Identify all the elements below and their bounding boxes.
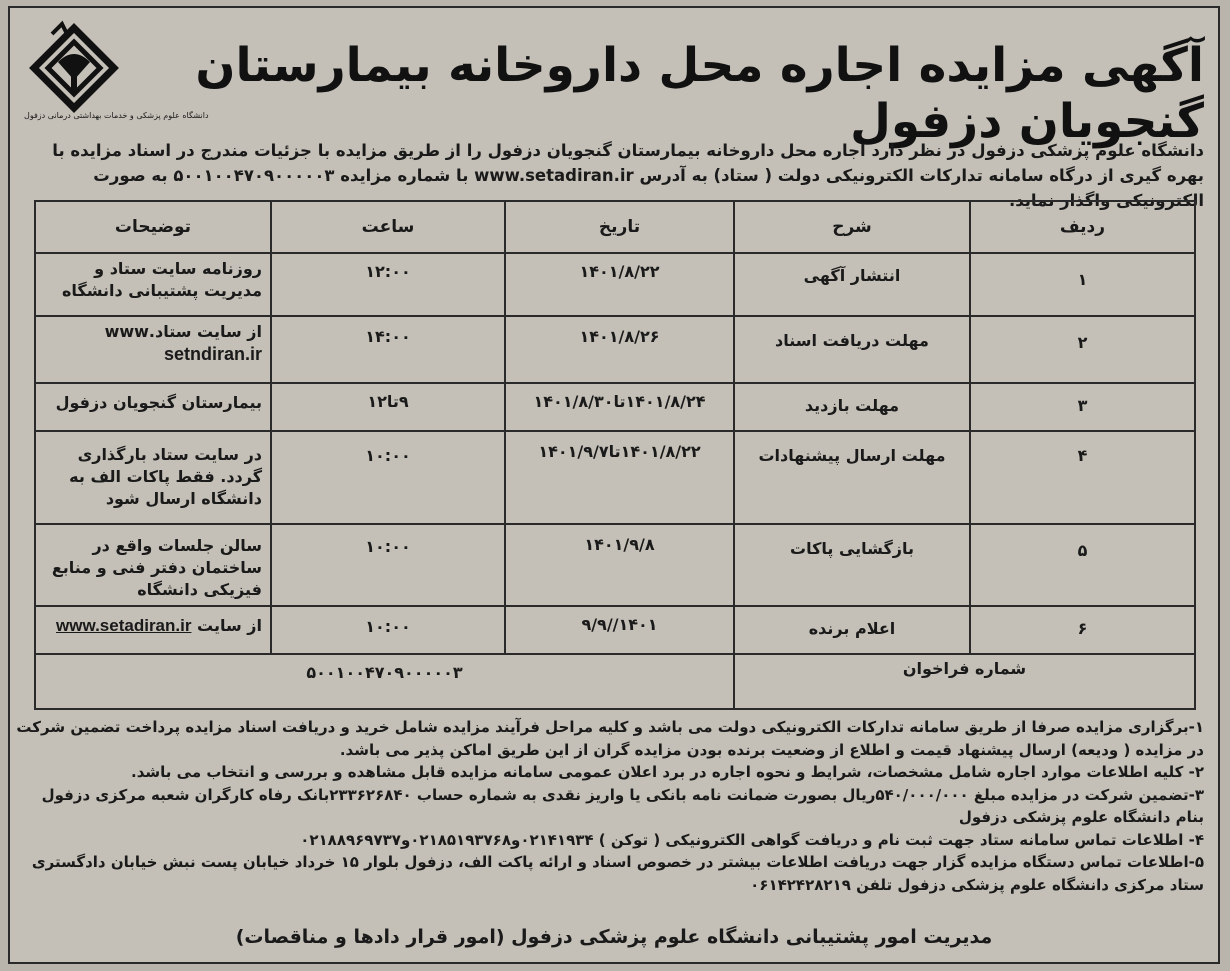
table-row <box>35 253 1195 316</box>
term-item: ۵-اطلاعات تماس دستگاه مزایده گزار جهت دریافت اطلاعات بیشتر در خصوص اسناد و ارائه پاکت الف، دزفول بلوار ۱۵ خرداد خیابان پست نبش خیابان دادگستری ستاد مرکزی دانشگاه علوم پزشکی دزفول تلفن ۰۶۱۴۲۴۲۸۲۱۹ <box>31 853 1204 894</box>
emblem-icon <box>28 22 120 118</box>
row-date: ۱۴۰۱/۸/۲۶ <box>505 316 734 383</box>
row-time: ۱۲:۰۰ <box>271 253 505 316</box>
row-description: بازگشایی پاکات <box>734 524 970 606</box>
schedule-table <box>34 200 1196 710</box>
term-item: ۱-برگزاری مزایده صرفا از طریق سامانه تدارکات الکترونیکی دولت می باشد و کلیه مراحل فرآیند مزایده شامل خرید و دریافت اسناد مزایده پرداخت تضمین شرکت در مزایده ( ودیعه) ارسال پیشنهاد قیمت و اطلاع از وضعیت برنده بودن مزایده گران از این طریق اماکن پذیر می باشد. <box>16 718 1204 759</box>
row-date: ۱۴۰۱//۹/۹ <box>505 606 734 654</box>
row-number: ۲ <box>970 316 1195 383</box>
row-notes: بیمارستان گنجویان دزفول <box>35 383 271 431</box>
table-header-row <box>35 201 1195 253</box>
row-description: مهلت دریافت اسناد <box>734 316 970 383</box>
terms-section <box>14 716 1204 896</box>
row-time: ۹تا۱۲ <box>271 383 505 431</box>
row-time: ۱۴:۰۰ <box>271 316 505 383</box>
row-notes <box>35 606 271 654</box>
table-row <box>35 431 1195 524</box>
notice-page <box>8 6 1220 964</box>
intro-paragraph: دانشگاه علوم پزشکی دزفول در نظر دارد اجاره محل داروخانه بیمارستان گنجویان دزفول را از طریق مزایده با جزئیات مندرج در اسناد مزایده با بهره گیری از درگاه سامانه تدارکات الکترونیکی دولت ( ستاد) به آدرس www.setadiran.ir با شماره مزایده ۵۰۰۱۰۰۴۷۰۹۰۰۰۰۰۳ به صورت الکترونیکی واگذار نماید. <box>52 141 1204 210</box>
header-notes: توضیحات <box>35 201 271 253</box>
header-time: ساعت <box>271 201 505 253</box>
term-item: ۲- کلیه اطلاعات موارد اجاره شامل مشخصات، شرایط و نحوه اجاره در برد اعلان عمومی سامانه مزایده قابل مشاهده و بررسی و انتخاب می باشد. <box>131 763 1204 781</box>
row-date: ۱۴۰۱/۸/۲۲ <box>505 253 734 316</box>
university-logo <box>28 22 120 122</box>
table-row <box>35 606 1195 654</box>
term-item: ۴- اطلاعات تماس سامانه ستاد جهت ثبت نام و دریافت گواهی الکترونیکی ( توکن ) ۰۲۱۴۱۹۳۴و۰۲۱۸۵۱۹۳۷۶۸و۰۲۱۸۸۹۶۹۷۳۷ <box>300 830 1204 849</box>
row-number: ۳ <box>970 383 1195 431</box>
row-time: ۱۰:۰۰ <box>271 606 505 654</box>
header-date: تاریخ <box>505 201 734 253</box>
row-description: انتشار آگهی <box>734 253 970 316</box>
tracking-number: ۵۰۰۱۰۰۴۷۰۹۰۰۰۰۰۳ <box>35 654 734 709</box>
row-number: ۱ <box>970 253 1195 316</box>
row-time: ۱۰:۰۰ <box>271 524 505 606</box>
row-date: ۱۴۰۱/۸/۲۲تا۱۴۰۱/۹/۷ <box>505 431 734 524</box>
row-time: ۱۰:۰۰ <box>271 431 505 524</box>
row-number: ۵ <box>970 524 1195 606</box>
row-notes-text: از سایت <box>197 616 262 635</box>
row-number: ۶ <box>970 606 1195 654</box>
row-notes: در سایت ستاد بارگذاری گردد. فقط پاکات الف به دانشگاه ارسال شود <box>35 431 271 524</box>
row-notes: سالن جلسات واقع در ساختمان دفتر فنی و منابع فیزیکی دانشگاه <box>35 524 271 606</box>
table-row <box>35 524 1195 606</box>
header-description: شرح <box>734 201 970 253</box>
row-notes <box>35 316 271 383</box>
row-description: اعلام برنده <box>734 606 970 654</box>
setadiran-link[interactable]: www.setadiran.ir <box>56 616 192 635</box>
page-title: آگهی مزایده اجاره محل داروخانه بیمارستان گنجویان دزفول <box>195 38 1204 150</box>
row-notes-text: از سایت ستاد.www <box>104 322 262 341</box>
row-notes: روزنامه سایت ستاد و مدیریت پشتیبانی دانشگاه <box>35 253 271 316</box>
tracking-label: شماره فراخوان <box>734 654 1195 709</box>
header-row-number: ردیف <box>970 201 1195 253</box>
row-number: ۴ <box>970 431 1195 524</box>
row-description: مهلت بازدید <box>734 383 970 431</box>
footer-signature: مدیریت امور پشتیبانی دانشگاه علوم پزشکی دزفول (امور قرار دادها و مناقصات) <box>235 926 993 948</box>
row-date: ۱۴۰۱/۸/۲۴تا۱۴۰۱/۸/۳۰ <box>505 383 734 431</box>
tracking-row <box>35 654 1195 709</box>
row-notes-site: setndiran.ir <box>163 344 262 364</box>
term-item: ۳-تضمین شرکت در مزایده مبلغ ۵۴۰/۰۰۰/۰۰۰ریال بصورت ضمانت نامه بانکی یا واریز نقدی به شماره حساب ۲۳۳۶۲۶۸۴۰بانک رفاه کارگران شعبه مرکزی دزفول بنام دانشگاه علوم پزشکی دزفول <box>41 785 1204 826</box>
table-row <box>35 383 1195 431</box>
logo-caption: دانشگاه علوم پزشکی و خدمات بهداشتی درمانی دزفول <box>24 111 209 120</box>
row-date: ۱۴۰۱/۹/۸ <box>505 524 734 606</box>
table-row <box>35 316 1195 383</box>
row-description: مهلت ارسال پیشنهادات <box>734 431 970 524</box>
